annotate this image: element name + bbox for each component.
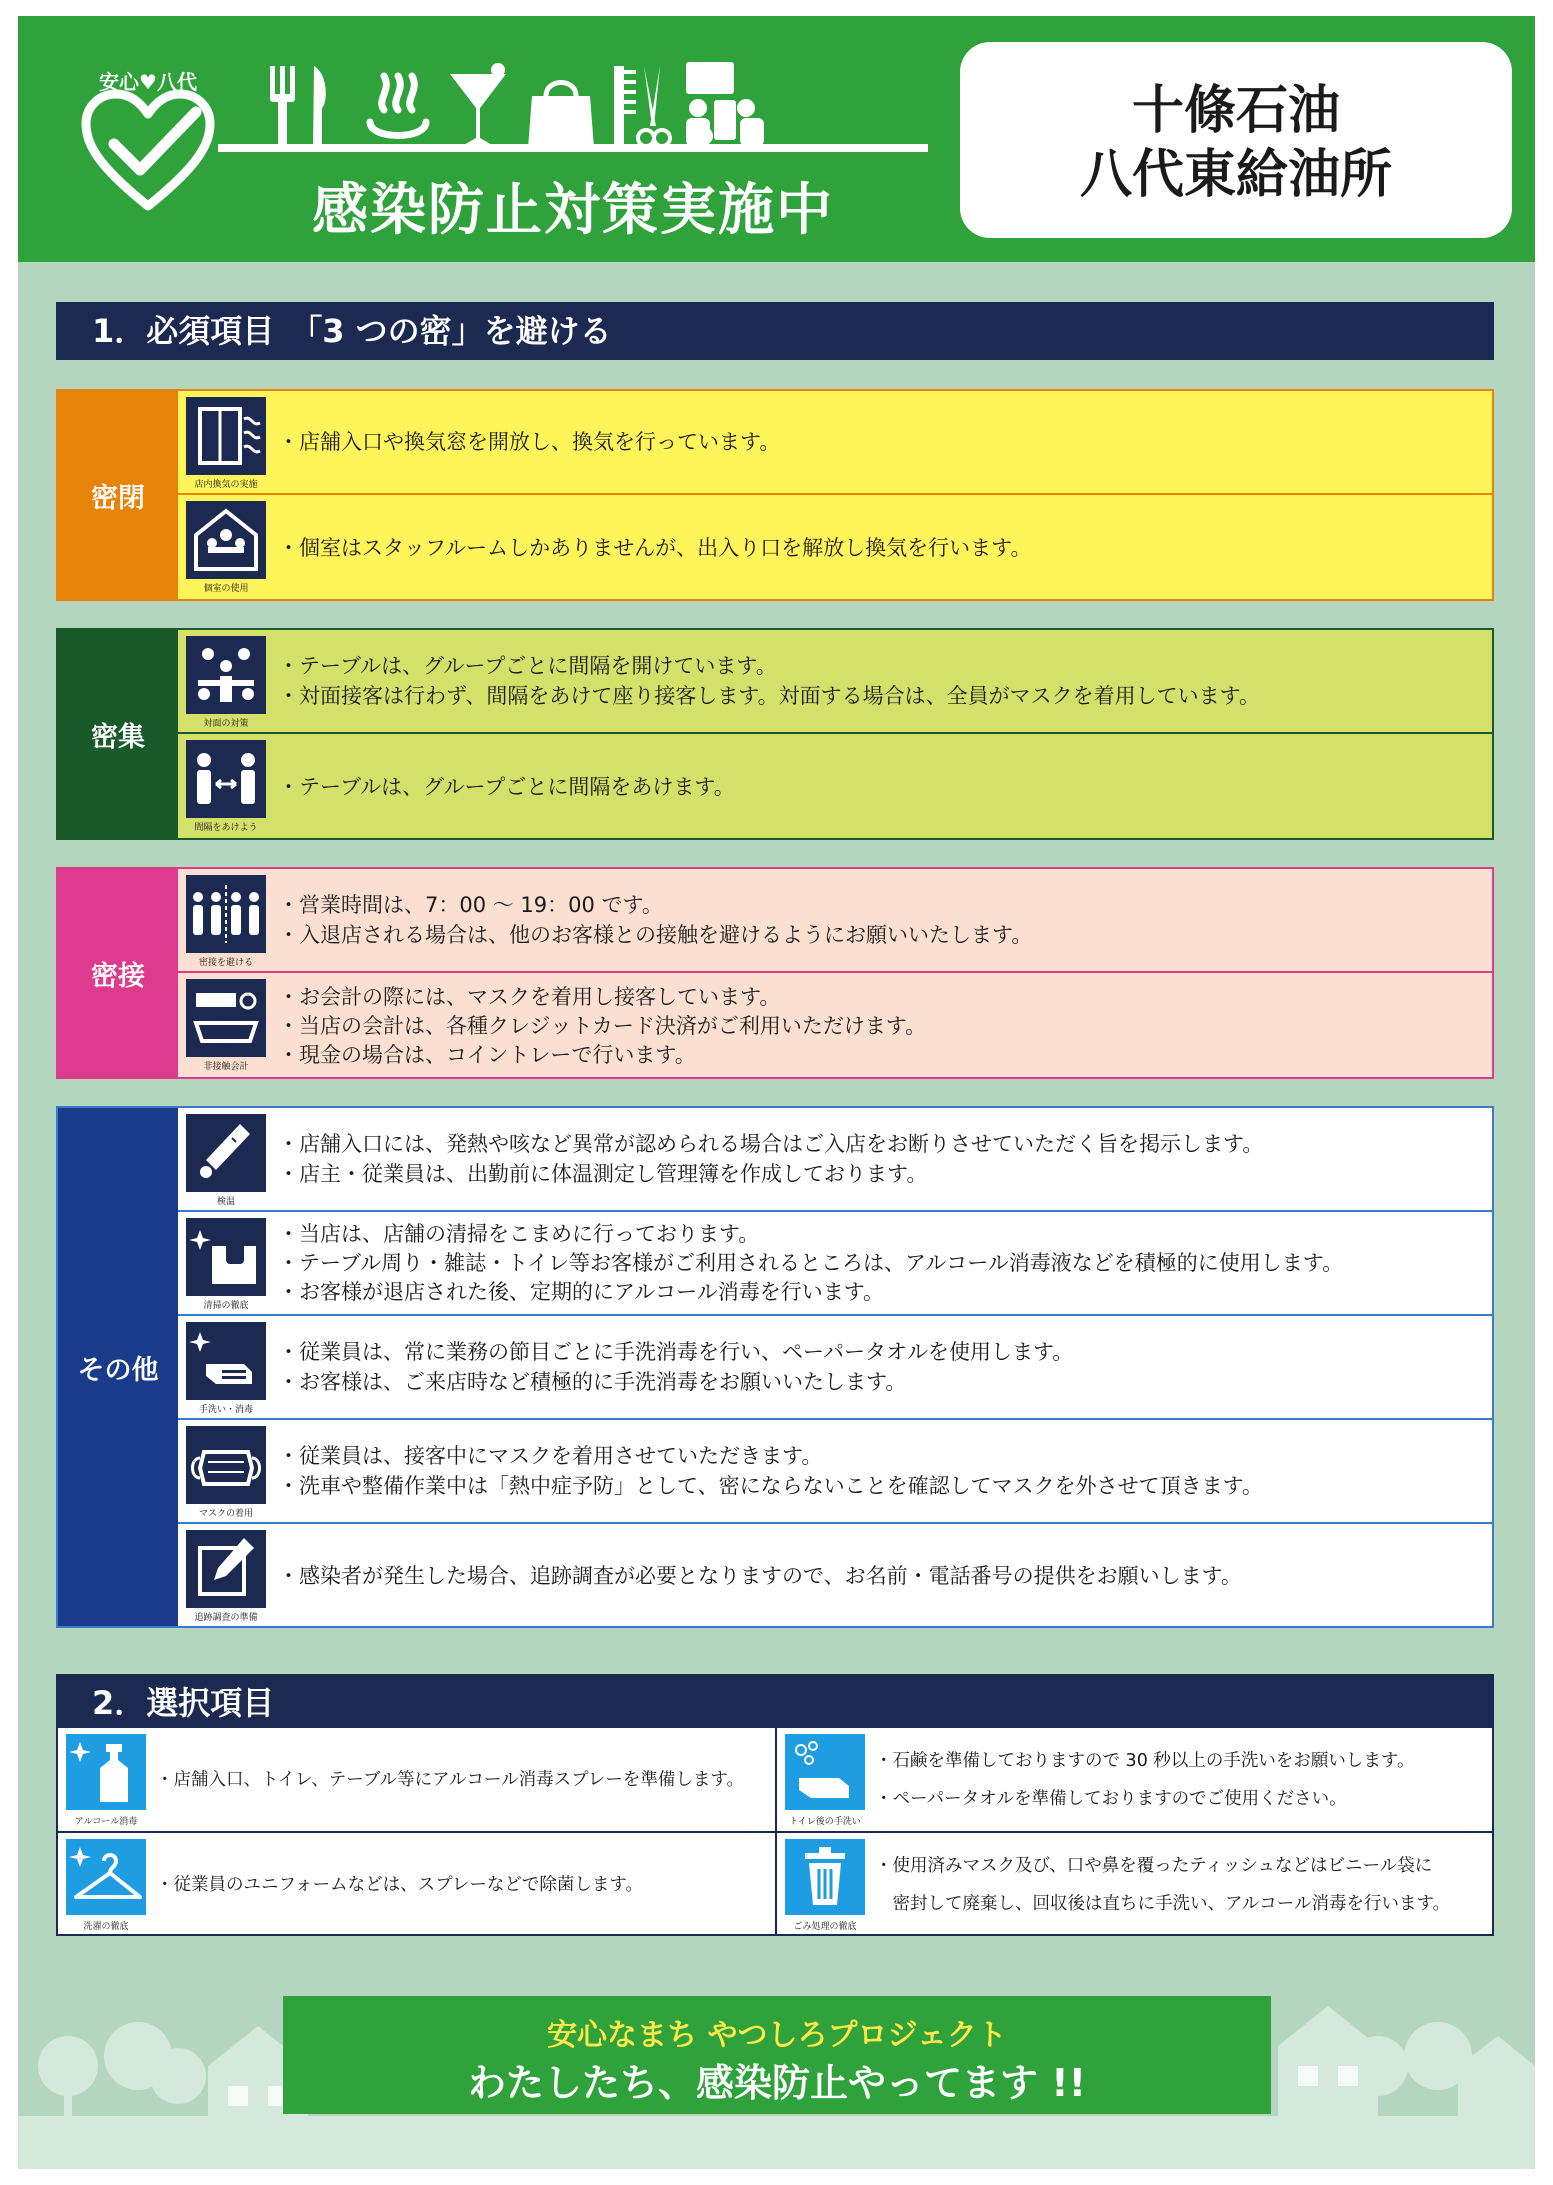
trash-bin-icon <box>785 1839 865 1915</box>
rule-text: ・洗車や整備作業中は「熱中症予防」として、密にならないことを確認してマスクを外させて頂きます。 <box>278 1474 1263 1498</box>
heart-check-icon <box>78 66 218 216</box>
rule-row <box>178 391 1494 495</box>
rule-text: ・テーブルは、グループごとに間隔をあけます。 <box>278 775 735 799</box>
rule-text: ・お客様は、ご来店時など積極的に手洗消毒をお願いいたします。 <box>278 1370 907 1394</box>
meeting-icon <box>686 62 764 146</box>
comb-scissors-icon <box>614 66 670 146</box>
group-close-contact <box>56 867 1494 1079</box>
rule-row <box>178 1316 1494 1420</box>
rule-row <box>178 495 1494 601</box>
onsen-icon <box>370 76 426 136</box>
thermometer-icon <box>186 1114 266 1192</box>
group-crowded-places <box>56 628 1494 840</box>
cleaning-icon <box>186 1218 266 1296</box>
icon-caption: 検温 <box>216 1197 235 1207</box>
group-label: 密接 <box>58 869 178 1077</box>
rule-row <box>178 630 1494 734</box>
handwash-after-toilet-icon <box>785 1734 865 1810</box>
optional-text: ・石鹸を準備しておりますので 30 秒以上の手洗いをお願いします。 <box>875 1751 1415 1771</box>
optional-text: ・使用済みマスク及び、口や鼻を覆ったティッシュなどはビニール袋に <box>875 1856 1433 1876</box>
optional-item <box>777 1728 1494 1832</box>
rule-text: ・現金の場合は、コイントレーで行います。 <box>278 1042 696 1067</box>
store-name-box <box>960 42 1512 238</box>
ventilation-icon <box>186 397 266 475</box>
rule-row <box>178 1108 1494 1212</box>
group-label: 密集 <box>58 630 178 838</box>
rule-text: ・入退店される場合は、他のお客様との接触を避けるようにお願いいたします。 <box>278 923 1033 947</box>
group-closed-spaces <box>56 389 1494 601</box>
rule-text: ・お客様が退店された後、定期的にアルコール消毒を行います。 <box>278 1279 885 1304</box>
header-title: 感染防止対策実施中 <box>312 178 834 243</box>
icon-caption: 洗濯の徹底 <box>83 1922 129 1932</box>
store-company-name: 十條石油 <box>1131 81 1340 141</box>
anshin-yatsushiro-logo <box>78 66 218 216</box>
avoid-contact-icon <box>186 875 266 953</box>
icon-caption: 対面の対策 <box>203 719 249 729</box>
icon-caption: 店内換気の実施 <box>194 480 258 490</box>
mask-icon <box>186 1426 266 1504</box>
hand-wash-icon <box>186 1322 266 1400</box>
rule-text: ・従業員は、接客中にマスクを着用させていただきます。 <box>278 1444 823 1468</box>
rule-text: ・お会計の際には、マスクを着用し接客しています。 <box>278 984 781 1009</box>
icon-caption: アルコール消毒 <box>74 1817 138 1827</box>
optional-text: 密封して廃棄し、回収後は直ちに手洗い、アルコール消毒を行います。 <box>875 1894 1451 1914</box>
edit-pen-icon <box>186 1530 266 1608</box>
rule-text: ・当店は、店舗の清掃をこまめに行っております。 <box>278 1221 760 1246</box>
rule-text: ・店主・従業員は、出勤前に体温測定し管理簿を作成しております。 <box>278 1162 928 1186</box>
rule-text: ・店舗入口には、発熱や咳など異常が認められる場合はご入店をお断りさせていただく旨を掲示します。 <box>278 1132 1264 1156</box>
rule-row <box>178 1524 1494 1628</box>
optional-item <box>58 1833 775 1937</box>
rule-text: ・従業員は、常に業務の節目ごとに手洗消毒を行い、ペーパータオルを使用します。 <box>278 1340 1074 1364</box>
facility-icons <box>258 56 878 156</box>
section1-heading: 1．必須項目 「3 つの密」を避ける <box>56 302 1494 360</box>
rule-text: ・感染者が発生した場合、追跡調査が必要となりますので、お名前・電話番号の提供をお願いします。 <box>278 1564 1242 1588</box>
cocktail-icon <box>450 63 506 146</box>
icon-caption: ごみ処理の徹底 <box>793 1922 857 1932</box>
shopping-bag-icon <box>528 83 594 149</box>
icon-caption: 非接触会計 <box>203 1062 249 1072</box>
rule-row <box>178 1212 1494 1316</box>
store-branch-name: 八代東給油所 <box>1079 145 1392 205</box>
social-distance-icon <box>186 740 266 818</box>
rule-text: ・個室はスタッフルームしかありませんが、出入り口を解放し換気を行います。 <box>278 536 1032 560</box>
rule-text: ・店舗入口や換気窓を開放し、換気を行っています。 <box>278 430 781 454</box>
face-to-face-icon <box>186 636 266 714</box>
private-room-icon <box>186 501 266 579</box>
icon-caption: 清掃の徹底 <box>203 1301 249 1311</box>
rule-text: ・テーブル周り・雑誌・トイレ等お客様がご利用されるところは、アルコール消毒液などを積極的に使用します。 <box>278 1250 1344 1275</box>
icon-caption: 密接を避ける <box>198 958 253 968</box>
rule-text: ・テーブルは、グループごとに間隔を開けています。 <box>278 654 777 678</box>
rule-text: ・対面接客は行わず、間隔をあけて座り接客します。対面する場合は、全員がマスクを着用しています。 <box>278 684 1260 708</box>
logo-text: 安心♥八代 <box>99 70 197 94</box>
group-label: その他 <box>58 1108 178 1626</box>
hanger-icon <box>66 1839 146 1915</box>
page <box>18 16 1535 2169</box>
icon-caption: 追跡調査の準備 <box>194 1613 258 1623</box>
optional-measures-grid <box>56 1726 1494 1936</box>
header-divider <box>218 144 928 152</box>
icon-caption: マスクの着用 <box>198 1509 253 1519</box>
section2-heading: 2．選択項目 <box>56 1674 1494 1732</box>
contactless-payment-icon <box>186 979 266 1057</box>
icon-caption: トイレ後の手洗い <box>789 1817 861 1827</box>
alcohol-spray-icon <box>66 1734 146 1810</box>
optional-item <box>777 1833 1494 1937</box>
group-label: 密閉 <box>58 391 178 599</box>
rule-text: ・当店の会計は、各種クレジットカード決済がご利用いただけます。 <box>278 1013 927 1038</box>
icon-caption: 個室の使用 <box>203 584 249 594</box>
rule-row <box>178 734 1494 840</box>
fork-knife-icon <box>270 66 326 148</box>
icon-caption: 手洗い・消毒 <box>198 1405 253 1415</box>
optional-text: ・従業員のユニフォームなどは、スプレーなどで除菌します。 <box>156 1875 644 1895</box>
icon-caption: 間隔をあけよう <box>194 823 258 833</box>
rule-row <box>178 1420 1494 1524</box>
footer-slogan: わたしたち、感染防止やってます !! <box>468 2061 1086 2105</box>
project-name: 安心なまち やつしろプロジェクト <box>547 2018 1007 2053</box>
rule-row <box>178 869 1494 973</box>
header <box>18 16 1535 262</box>
group-other-measures <box>56 1106 1494 1628</box>
optional-text: ・店舗入口、トイレ、テーブル等にアルコール消毒スプレーを準備します。 <box>156 1770 744 1790</box>
rule-row <box>178 973 1494 1079</box>
footer-banner <box>283 1996 1271 2114</box>
optional-item <box>58 1728 775 1832</box>
rule-text: ・営業時間は、7：00 ～ 19：00 です。 <box>278 893 663 917</box>
optional-text: ・ペーパータオルを準備しておりますのでご使用ください。 <box>875 1789 1347 1809</box>
